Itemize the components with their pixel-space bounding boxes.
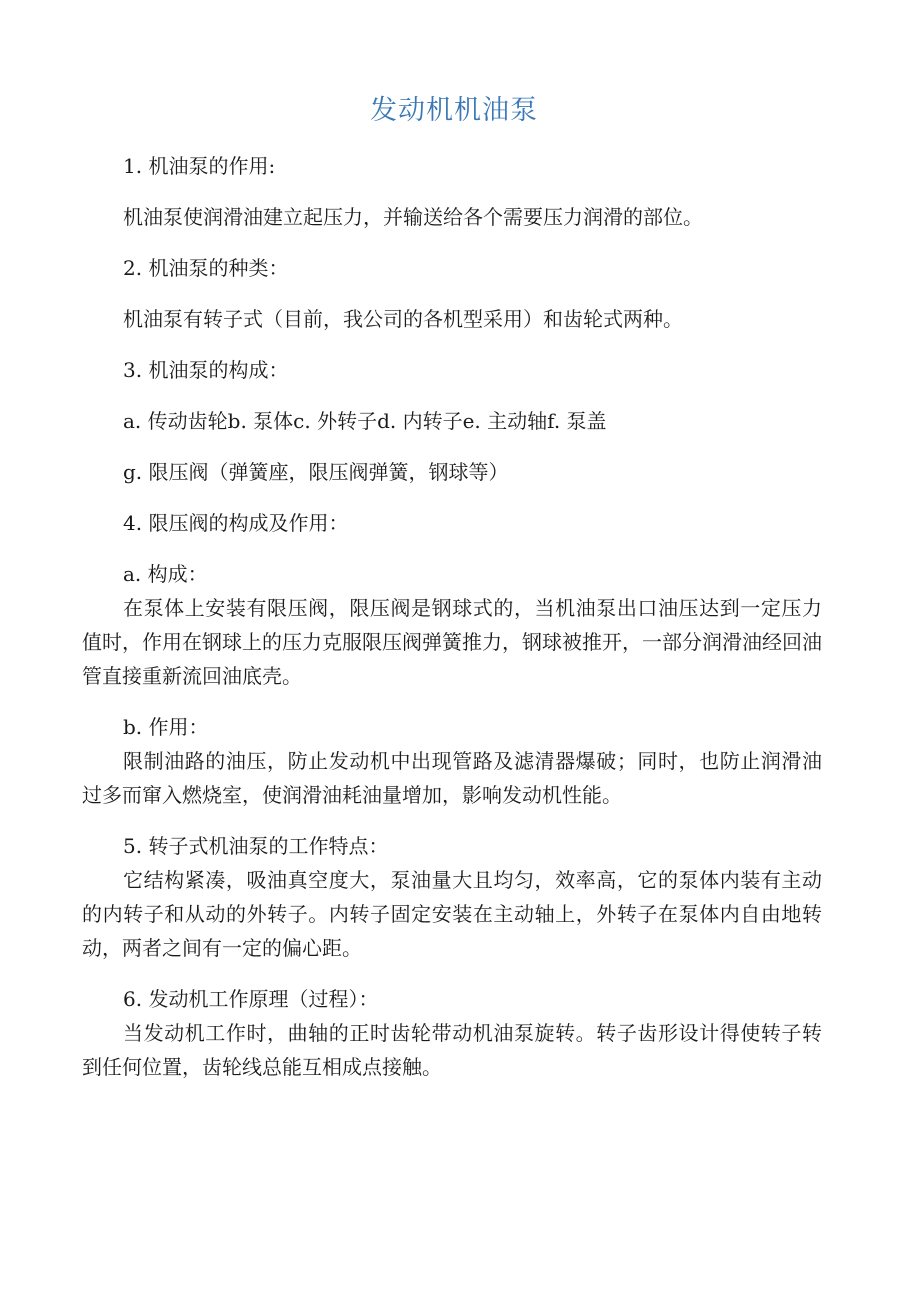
heading-5: 5. 转子式机油泵的工作特点： <box>123 834 389 858</box>
subheading-4a: a. 构成： <box>123 562 208 586</box>
heading-4: 4. 限压阀的构成及作用： <box>123 511 349 535</box>
paragraph-2: 机油泵有转子式（目前，我公司的各机型采用）和齿轮式两种。 <box>123 307 683 331</box>
heading-3: 3. 机油泵的构成： <box>123 358 289 382</box>
heading-6: 6. 发动机工作原理（过程）： <box>123 987 379 1011</box>
paragraph-1: 机油泵使润滑油建立起压力，并输送给各个需要压力润滑的部位。 <box>123 205 703 229</box>
components-line-2: g. 限压阀（弹簧座，限压阀弹簧，钢球等） <box>123 460 509 484</box>
paragraph-4b: 限制油路的油压，防止发动机中出现管路及滤清器爆破；同时，也防止润滑油过多而窜入燃烧室，使润滑油耗油量增加，影响发动机性能。 <box>82 749 822 807</box>
paragraph-6: 当发动机工作时，曲轴的正时齿轮带动机油泵旋转。转子齿形设计得使转子转到任何位置，齿轮线总能互相成点接触。 <box>82 1021 822 1079</box>
components-line-1: a. 传动齿轮b. 泵体c. 外转子d. 内转子e. 主动轴f. 泵盖 <box>123 409 607 433</box>
subheading-4b: b. 作用： <box>123 715 209 739</box>
heading-2: 2. 机油泵的种类： <box>123 256 289 280</box>
document-title: 发动机机油泵 <box>370 95 538 126</box>
paragraph-4a: 在泵体上安装有限压阀，限压阀是钢球式的，当机油泵出口油压达到一定压力值时，作用在钢球上的压力克服限压阀弹簧推力，钢球被推开，一部分润滑油经回油管直接重新流回油底壳。 <box>82 596 822 688</box>
paragraph-5: 它结构紧凑，吸油真空度大，泵油量大且均匀，效率高，它的泵体内装有主动的内转子和从动的外转子。内转子固定安装在主动轴上，外转子在泵体内自由地转动，两者之间有一定的偏心距。 <box>82 868 822 960</box>
heading-1: 1. 机油泵的作用: <box>123 154 276 178</box>
document-body <box>82 149 822 1084</box>
